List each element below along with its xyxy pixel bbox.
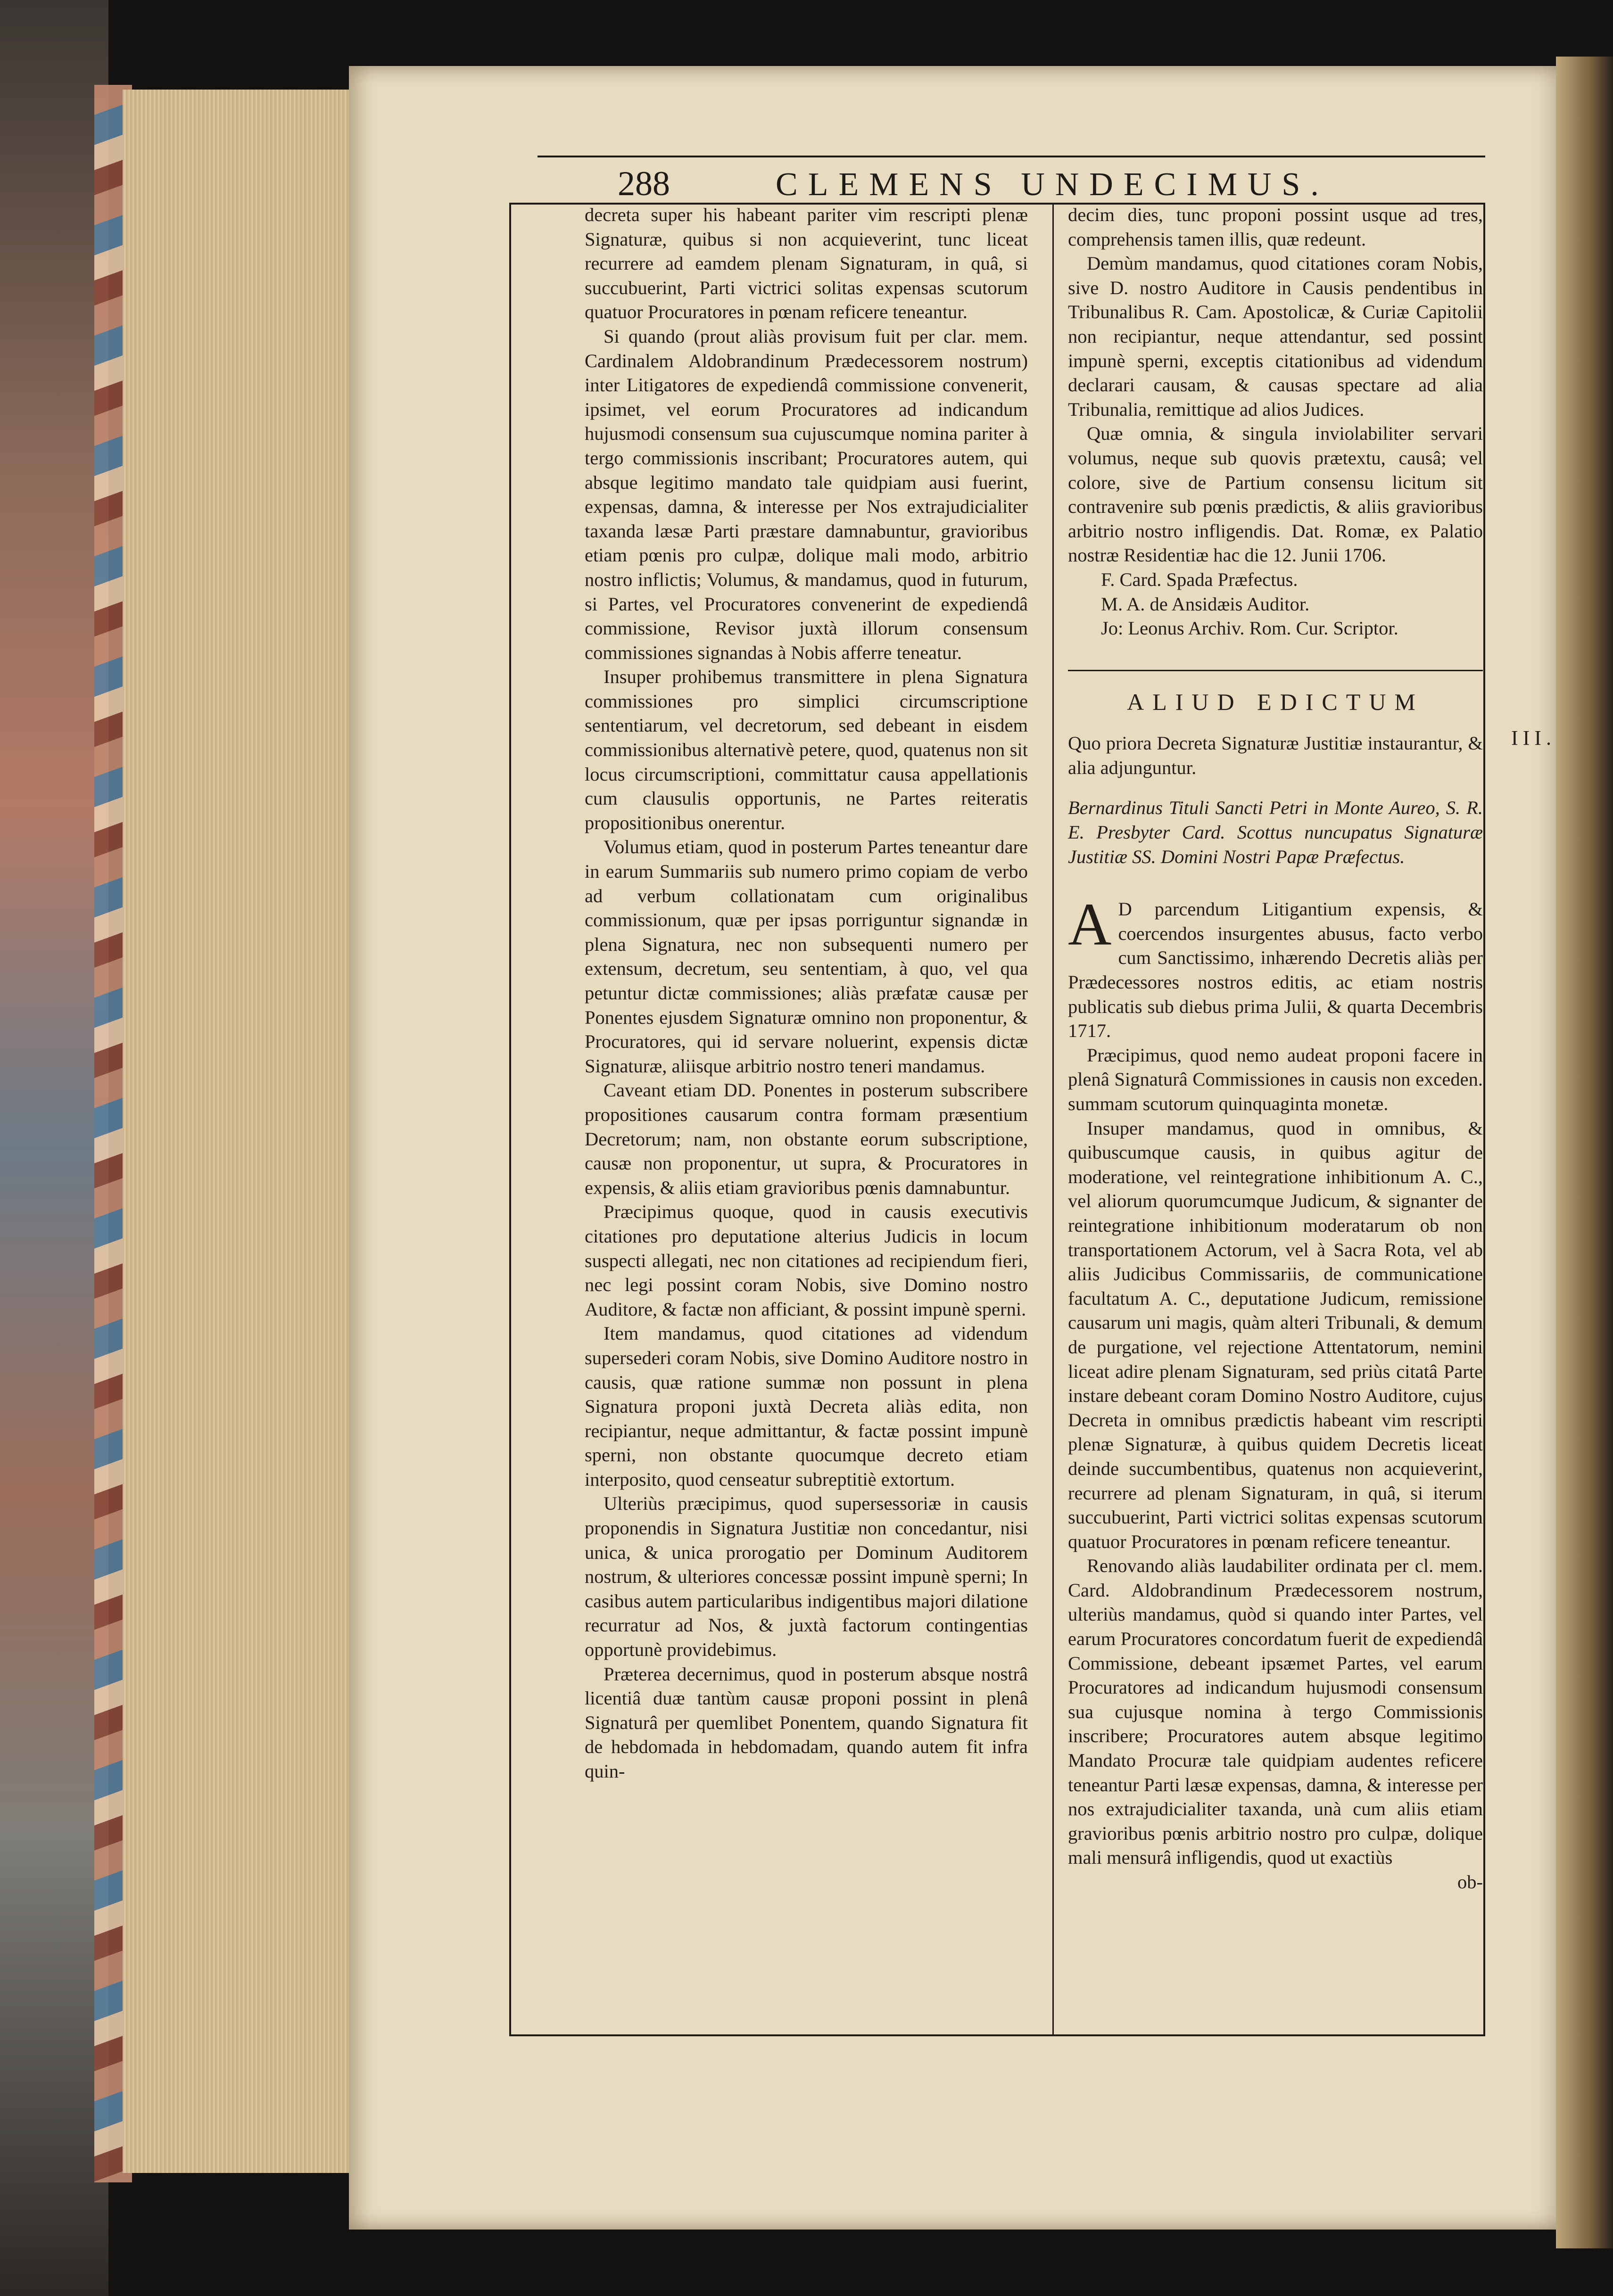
section-divider: [1068, 670, 1483, 671]
paragraph: Volumus etiam, quod in posterum Partes teneantur dare in earum Summariis sub numero primo copiam de verbo ad verbum collationatam cum originalibus commissionum, quæ per ipsas porriguntur signandæ in plena Signatura, nec non subsequenti numero per extensum, decretum, seu sententiam, à quo, vel qua petuntur dictæ commissiones; aliàs præfatæ causæ per Ponentes ejusdem Signaturæ omnino non proponentur, & Procuratores, qui id servare noluerint, expensis dictæ Signaturæ, aliisque arbitrio nostro teneri mandamus.: [585, 836, 1028, 1077]
signature-line: F. Card. Spada Præfectus.: [1101, 568, 1298, 590]
paragraph: Insuper prohibemus transmittere in plena Signatura commissiones pro simplici circumscriptione sententiarum, vel decretorum, sed debeant in eisdem commissionibus alternativè petere, quod, quatenus non sit locus circumscriptioni, committatur causa appellationis cum clausulis opportunis, ne Partes reiteratis propositionibus onerentur.: [585, 666, 1028, 833]
opening-text: D parcendum Litigantium expensis, & coercendos insurgentes abusus, facto verbo cum Sanctissimo, inhærendo Decretis aliàs per Prædecessores nostros editis, ac etiam nostris publicatis sub diebus prima Julii, & quarta Decembris 1717.: [1068, 898, 1483, 1042]
paragraph: Ulteriùs præcipimus, quod supersessoriæ in causis proponendis in Signatura Justitiæ non concedantur, nisi unica, & unica prorogatio per Dominum Auditorem nostrum, & ulteriores concessæ possint impunè sperni; In casibus autem particularibus indigentibus majori dilatione recurratur ad Nos, & juxtà factorum contingentias opportunè providebimus.: [585, 1493, 1028, 1661]
paragraph: Præterea decernimus, quod in posterum absque nostrâ licentiâ duæ tantùm causæ proponi possint in plenâ Signaturâ per quemlibet Ponentem, quando Signatura fit de hebdomada in hebdomadam, quando autem fit infra quin-: [585, 1663, 1028, 1782]
edict-issuer: Bernardinus Tituli Sancti Petri in Monte Aureo, S. R. E. Presbyter Card. Scottus nuncupatus Signaturæ Justitiæ SS. Domini Nostri Papæ Præfectus.: [1068, 797, 1483, 867]
book-cover-edge: [0, 0, 108, 2296]
left-column: [585, 203, 1028, 1784]
paragraph: Item mandamus, quod citationes ad videndum supersederi coram Nobis, sive Domino Auditore nostro in causis, quæ ratione summæ non possunt in plena Signatura proponi juxtà Decreta aliàs edita, non recipiantur, neque admittantur, & factæ possint impunè sperni, non obstante quocumque decreto etiam interposito, quod censeatur subreptitiè extortum.: [585, 1323, 1028, 1490]
paragraph: Si quando (prout aliàs provisum fuit per clar. mem. Cardinalem Aldobrandinum Prædecessorem nostrum) inter Litigatores de expediendâ commissione convenerit, ipsimet, vel eorum Procuratores ad indicandum hujusmodi consensum sua cujuscumque nomina pariter à tergo commissionis inscribant; Procuratores autem, qui absque legitimo mandato tale quidpiam ausi fuerint, expensas, damna, & interesse per Nos extrajudicialiter taxanda læsæ Parti præstare damnabuntur, gravioribus etiam pœnis pro culpæ, dolique mali modo, arbitrio nostro inflictis; Volumus, & mandamus, quod in futurum, si Partes, vel Procuratores convenerint de expediendâ commissione, Revisor juxtà illorum consensum commissiones signandas à Nobis afferre teneatur.: [585, 325, 1028, 663]
page-number: 288: [618, 165, 670, 203]
margin-section-number: III.: [1511, 726, 1556, 749]
paragraph: Præcipimus quoque, quod in causis executivis citationes pro deputatione alterius Judicis in locum suspecti allegati, nec non citationes ad recipiendum fieri, nec legi possint coram Nobis, sive Domino nostro Auditore, & factæ non afficiant, & possint impunè sperni.: [585, 1201, 1028, 1320]
right-column: [1068, 203, 1483, 1894]
paragraph: decreta super his habeant pariter vim rescripti plenæ Signaturæ, quibus si non acquieverint, tunc liceat recurrere ad eamdem plenam Signaturam, in quâ, si succubuerint, Parti victrici solitas expensas scutorum quatuor Procuratores in pœnam reficere teneantur.: [585, 204, 1028, 323]
paragraph: Caveant etiam DD. Ponentes in posterum subscribere propositiones causarum contra formam præsentium Decretorum; nam, non obstante eorum subscriptione, causæ non proponentur, ut supra, & Procuratores in expensis, & aliis etiam gravioribus pœnis damnabuntur.: [585, 1079, 1028, 1198]
paragraph: Quæ omnia, & singula inviolabiliter servari volumus, neque sub quovis prætextu, causâ; vel colore, sive de Partium consensu licitum sit contravenire sub pœnis prædictis, & aliis gravioribus arbitrio nostro infligendis. Dat. Romæ, ex Palatio nostræ Residentiæ hac die 12. Junii 1706.: [1068, 423, 1483, 566]
signature-line: Jo: Leonus Archiv. Rom. Cur. Scriptor.: [1101, 617, 1398, 639]
page-block-edges: [123, 90, 359, 2173]
paragraph: Insuper mandamus, quod in omnibus, & quibuscumque causis, in quibus agitur de moderatione, vel reintegratione inhibitionum A. C., vel aliorum quorumcumque Judicum, & signanter de reintegratione inhibitionum moderatarum ob non transportationem Actorum, vel à Sacra Rota, vel ab aliis Judicibus Commissariis, de communicatione facultatum A. C., deputatione Judicum, remissione causarum uni magis, quàm alteri Tribunali, & demum de purgatione, vel rejectione Attentatorum, nemini liceat adire plenam Signaturam, sed priùs citatâ Parte instare debeant coram Domino Nostro Auditore, cujus Decreta in omnibus prædictis habeant vim rescripti plenæ Signaturæ, à quibus quidem Decretis liceat deinde succumbentibus, quatenus non acquieverint, recurrere ad plenam Signaturam, in quâ, si iterum succubuerint, Parti victrici solitas expensas scutorum quatuor Procuratores in pœnam reficere teneantur.: [1068, 1117, 1483, 1552]
header-rule: [538, 156, 1485, 157]
column-divider: [1052, 203, 1054, 2036]
running-head: CLEMENS UNDECIMUS.: [776, 166, 1329, 203]
paragraph: Demùm mandamus, quod citationes coram Nobis, sive D. nostro Auditore in Causis pendentibus in Tribunalibus R. Cam. Apostolicæ, & Curiæ Capitolii non recipiantur, neque attendantur, sed possint impunè sperni, exceptis citationibus ad videndum declarari causam, & causas spectare ad alia Tribunalia, remittique ad alios Judices.: [1068, 253, 1483, 420]
paragraph: Renovando aliàs laudabiliter ordinata per cl. mem. Card. Aldobrandinum Prædecessorem nostrum, ulteriùs mandamus, quòd si quando inter Partes, vel earum Procuratores concordatum fuerit de expediendâ Commissione, debeant ipsæmet Partes, vel earum Procuratores ad indicandum hujusmodi consensum sua cujusque nomina à tergo Commissionis inscribere; Procuratores autem absque legitimo Mandato Procuræ tale quidpiam audentes reficere teneantur Parti læsæ expensas, damna, & interesse per nos extrajudicialiter taxanda, unà cum aliis etiam gravioribus pœnis arbitrio nostro pro culpæ, dolique mali mensurâ infligendis, quod ut exactiùs: [1068, 1555, 1483, 1868]
drop-cap: A: [1068, 891, 1112, 958]
paragraph: Præcipimus, quod nemo audeat proponi facere in plenâ Signaturâ Commissiones in causis non exceden. summam scutorum quinquaginta monetæ.: [1068, 1044, 1483, 1114]
page-header: [538, 141, 1485, 203]
book-gutter: [1556, 57, 1613, 2248]
edict-summary: Quo priora Decreta Signaturæ Justitiæ instaurantur, & alia adjunguntur.: [1068, 732, 1483, 778]
edict-title: ALIUD EDICTUM: [1127, 688, 1424, 715]
catchword: ob-: [1457, 1871, 1483, 1893]
signature-line: M. A. de Ansidæis Auditor.: [1101, 593, 1310, 615]
paragraph: decim dies, tunc proponi possint usque ad tres, comprehensis tamen illis, quæ redeunt.: [1068, 204, 1483, 250]
opening-paragraph: [1068, 891, 1483, 1043]
